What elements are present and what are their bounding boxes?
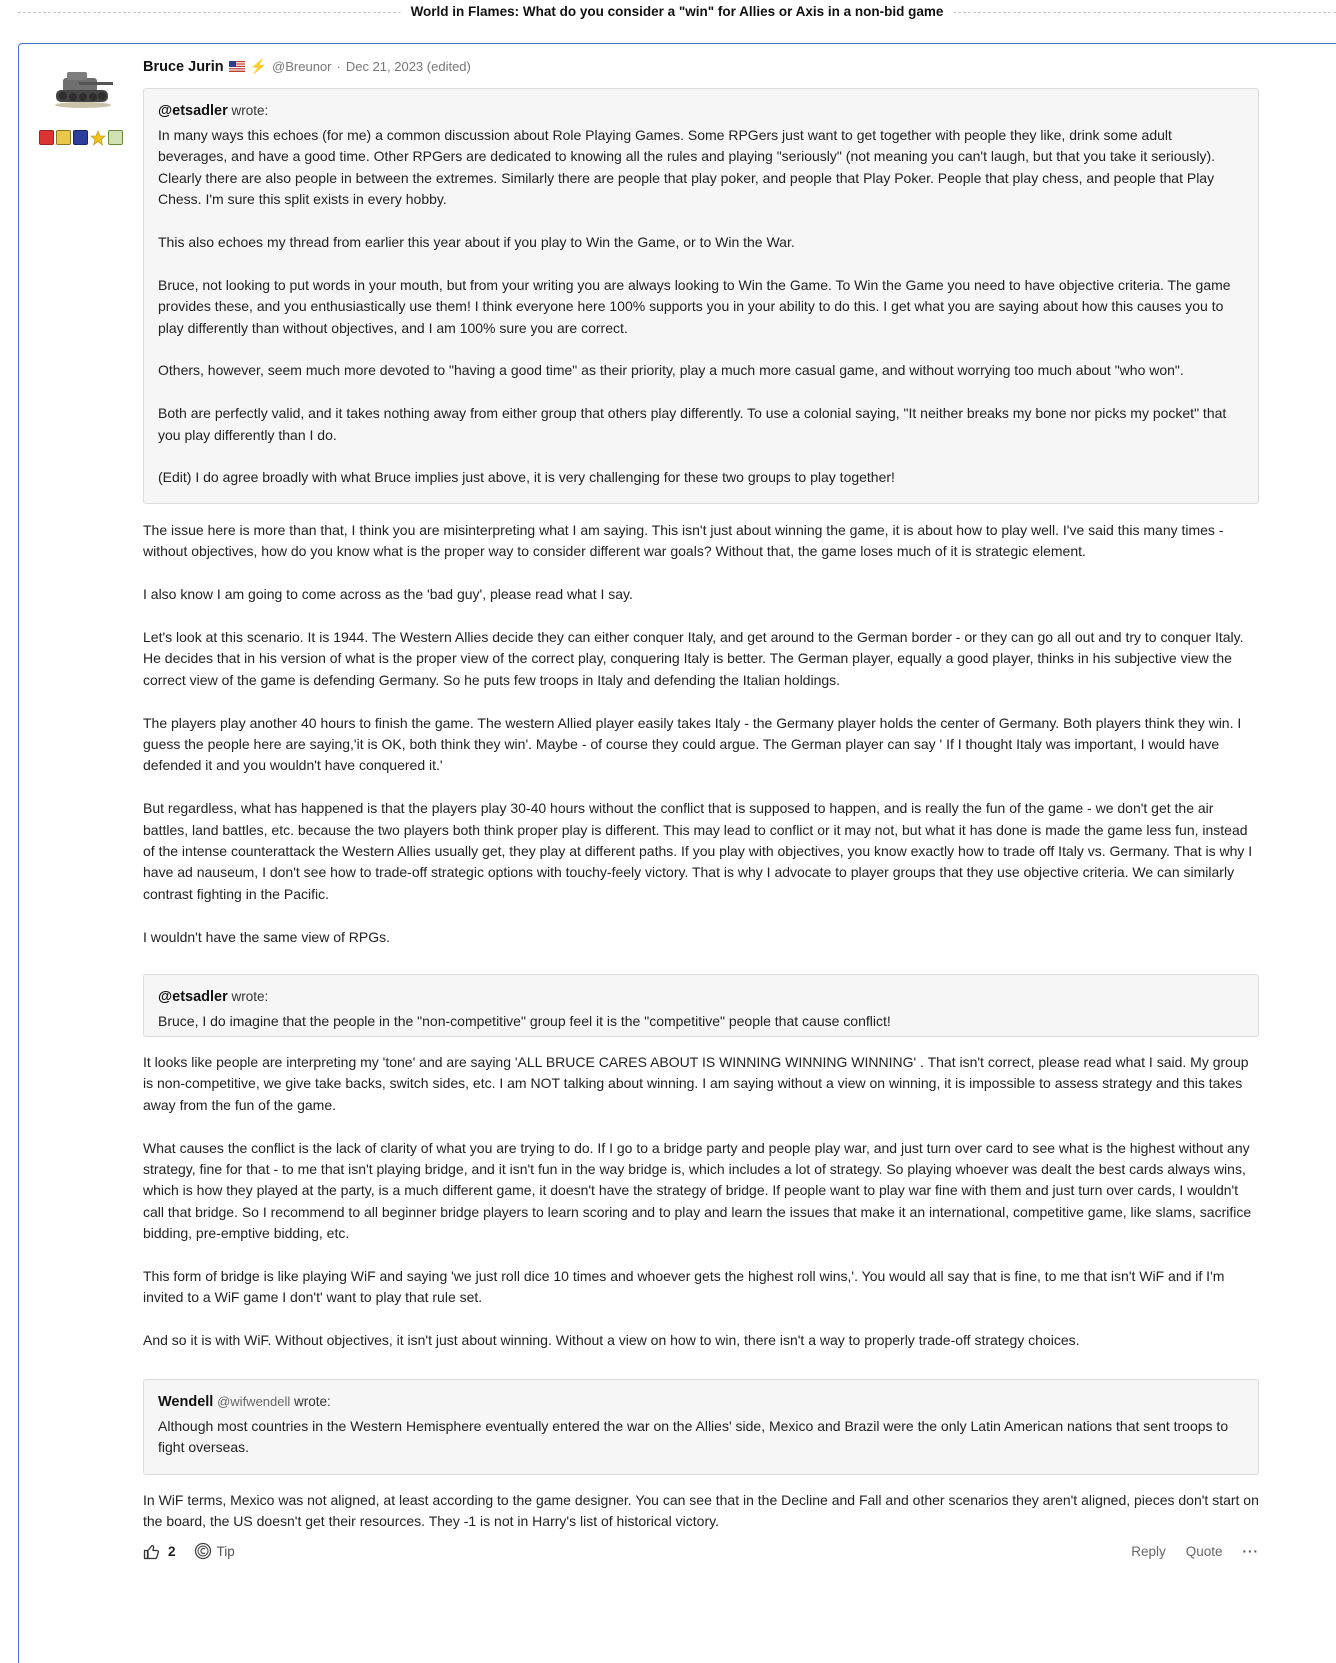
- post-actions: [1131, 1544, 1259, 1559]
- body-paragraph: This form of bridge is like playing WiF and saying 'we just roll dice 10 times and whoever gets the highest roll wins,'. You would all say that is fine, to me that isn't WiF and if I'm invited to a WiF game I don't' want to play that rule set.: [143, 1268, 1225, 1306]
- quote-author[interactable]: @etsadler: [158, 103, 228, 119]
- quote-paragraph: This also echoes my thread from earlier this year about if you play to Win the Game, or to Win the War.: [158, 234, 795, 251]
- body-paragraph: Let's look at this scenario. It is 1944. The Western Allies decide they can either conquer Italy, and get around to the German border - or they can go all out and try to conquer Italy. He decides that in his version of what is the proper view of the correct play, conquering Italy is better. The German player, equally a good player, thinks in his subjective view the correct view of the game is defending Germany. So he puts few troops in Italy and defending the Italian holdings.: [143, 629, 1244, 688]
- quote-paragraph: Others, however, seem much more devoted to "having a good time" as their priority, play a much more casual game, and without worrying too much about "who won".: [158, 362, 1184, 379]
- like-button[interactable]: [143, 1543, 186, 1560]
- tank-avatar-icon: [53, 58, 115, 114]
- author-handle[interactable]: @Breunor: [272, 59, 332, 74]
- lightning-bolt-icon: ⚡: [249, 58, 268, 74]
- tip-coin-icon: [194, 1542, 212, 1560]
- quote-author[interactable]: @etsadler: [158, 989, 228, 1005]
- post-date[interactable]: Dec 21, 2023 (edited): [345, 59, 471, 74]
- quote-button[interactable]: Quote: [1185, 1543, 1223, 1559]
- thread-title[interactable]: World in Flames: What do you consider a "win" for Allies or Axis in a non-bid game: [401, 4, 954, 19]
- thread-header: [18, 0, 1336, 26]
- reactions: [143, 1542, 235, 1560]
- post-body: [143, 1490, 1259, 1533]
- star-badge-icon[interactable]: [90, 130, 106, 146]
- us-flag-icon: [229, 61, 245, 72]
- quote-block: [143, 974, 1259, 1037]
- like-count: 2: [168, 1543, 176, 1559]
- author-name[interactable]: Bruce Jurin: [143, 58, 224, 75]
- forum-post: [18, 43, 1336, 1663]
- quote-wrote-label: wrote:: [231, 989, 269, 1004]
- tip-label: Tip: [216, 1543, 235, 1559]
- quote-paragraph: (Edit) I do agree broadly with what Bruce implies just above, it is very challenging for these two groups to play together!: [158, 469, 895, 486]
- badge-icon[interactable]: [73, 130, 88, 145]
- body-paragraph: The players play another 40 hours to finish the game. The western Allied player easily takes Italy - the Germany player holds the center of Germany. Both players think they win. I guess the people here are saying,'it is OK, both think they win'. Maybe - of course they could argue. The German player can say ' If I thought Italy was important, I would have defended it and you wouldn't have conquered it.': [143, 714, 1242, 774]
- quote-block: [143, 88, 1259, 504]
- quote-wrote-label: wrote:: [231, 103, 269, 118]
- avatar[interactable]: [53, 58, 115, 114]
- body-paragraph: What causes the conflict is the lack of clarity of what you are trying to do. If I go to a bridge party and people play war, and just turn over card to see what is the highest without any strategy, fine for that - to me that isn't playing bridge, and it isn't fun in the way bridge is, which includes a lot of strategy. So playing whoever was dealt the best cards always wins, which is how they played at the party, is a much different game, it doesn't have the strategy of bridge. If people want to play war fine with them and just turn over cards, I wouldn't call that bridge. So I recommend to all beginner bridge players to learn scoring and to play and learn the issues that make it an international, competitive game, like slams, sacrifice bidding, pre-emptive bidding, etc.: [143, 1139, 1252, 1242]
- reply-button[interactable]: Reply: [1131, 1543, 1166, 1559]
- post-body: [143, 1052, 1259, 1352]
- badge-icon[interactable]: [39, 130, 54, 145]
- quote-paragraph: Both are perfectly valid, and it takes nothing away from either group that others play differently. To use a colonial saying, "It neither breaks my bone nor picks my pocket" that you play differently than I do.: [158, 405, 1227, 443]
- quote-block: [143, 1379, 1259, 1475]
- body-paragraph: It looks like people are interpreting my 'tone' and are saying 'ALL BRUCE CARES ABOUT IS WINNING WINNING WINNING' . That isn't correct, please read what I said. My group is non-competitive, we give take backs, switch sides, etc. I am NOT talking about winning. I am saying without a view on winning, it is impossible to assess strategy and this takes away from the fun of the game.: [143, 1054, 1249, 1113]
- badge-icon[interactable]: [108, 130, 123, 145]
- post-footer: [143, 1541, 1259, 1561]
- post-meta: [143, 58, 471, 75]
- body-paragraph: The issue here is more than that, I think you are misinterpreting what I am saying. This isn't just about winning the game, it is about how to play well. I've said this many times - without objectives, how do you know what is the proper way to consider different war goals? Without that, the game loses much of it is strategic element.: [143, 522, 1224, 560]
- badge-icon[interactable]: [56, 130, 71, 145]
- post-body: [143, 520, 1259, 948]
- quote-paragraph: Bruce, I do imagine that the people in the "non-competitive" group feel it is the "competitive" people that cause conflict!: [158, 1013, 891, 1029]
- quote-attribution: [158, 103, 1244, 119]
- body-paragraph: But regardless, what has happened is that the players play 30-40 hours without the conflict that is supposed to happen, and is really the fun of the game - we don't get the air battles, land battles, etc. because the two players both think proper play is different. This may lead to conflict or it may not, but what it has done is made the game less fun, instead of the intense counterattack the Western Allies usually get, they play at different paths. If you play with objectives, you know exactly how to trade off Italy vs. Germany. That is why I have ad nauseum, I don't see how to trade-off strategic options with touchy-feely victory. That is why I advocate to player groups that they use objective criteria. We can similarly contrast fighting in the Pacific.: [143, 800, 1253, 902]
- meta-separator: ·: [336, 59, 341, 74]
- user-badges: [39, 130, 123, 146]
- quote-attribution: [158, 1394, 1244, 1410]
- quote-author-handle[interactable]: @wifwendell: [217, 1394, 291, 1409]
- body-paragraph: I wouldn't have the same view of RPGs.: [143, 928, 391, 945]
- quote-wrote-label: wrote:: [294, 1394, 331, 1409]
- quote-author[interactable]: Wendell: [158, 1394, 214, 1410]
- quote-attribution: [158, 989, 1244, 1005]
- quote-paragraph: Although most countries in the Western Hemisphere eventually entered the war on the Allies' side, Mexico and Brazil were the only Latin American nations that sent troops to fight overseas.: [158, 1418, 1229, 1456]
- quote-paragraph: In many ways this echoes (for me) a common discussion about Role Playing Games. Some RPGers just want to get together with people they like, drink some adult beverages, and have a good time. Other RPGers are dedicated to knowing all the rules and playing "seriously" (not meaning you can't laugh, but that you take it seriously). Clearly there are also people in between the extremes. Similarly there are people that play poker, and people that Play Poker. People that play chess, and people that Play Chess. I'm sure this split exists in every hobby.: [158, 127, 1215, 208]
- body-paragraph: I also know I am going to come across as the 'bad guy', please read what I say.: [143, 586, 633, 603]
- quote-paragraph: Bruce, not looking to put words in your mouth, but from your writing you are always looking to Win the Game. To Win the Game you need to have objective criteria. The game provides these, and you enthusiastically use them! I think everyone here 100% supports you in your ability to do this. I get what you are saying about how this causes you to play differently than without objectives, and I am 100% sure you are correct.: [158, 276, 1231, 336]
- more-options-icon[interactable]: ···: [1242, 1543, 1259, 1559]
- tip-button[interactable]: [194, 1542, 235, 1560]
- body-paragraph: In WiF terms, Mexico was not aligned, at least according to the game designer. You can see that in the Decline and Fall and other scenarios they aren't aligned, pieces don't start on the board, the US doesn't get their resources. They -1 is not in Harry's list of historical victory.: [143, 1492, 1259, 1530]
- body-paragraph: And so it is with WiF. Without objectives, it isn't just about winning. Without a view on how to win, there isn't a way to properly trade-off strategy choices.: [143, 1332, 1080, 1349]
- thumbs-up-icon: [143, 1543, 160, 1560]
